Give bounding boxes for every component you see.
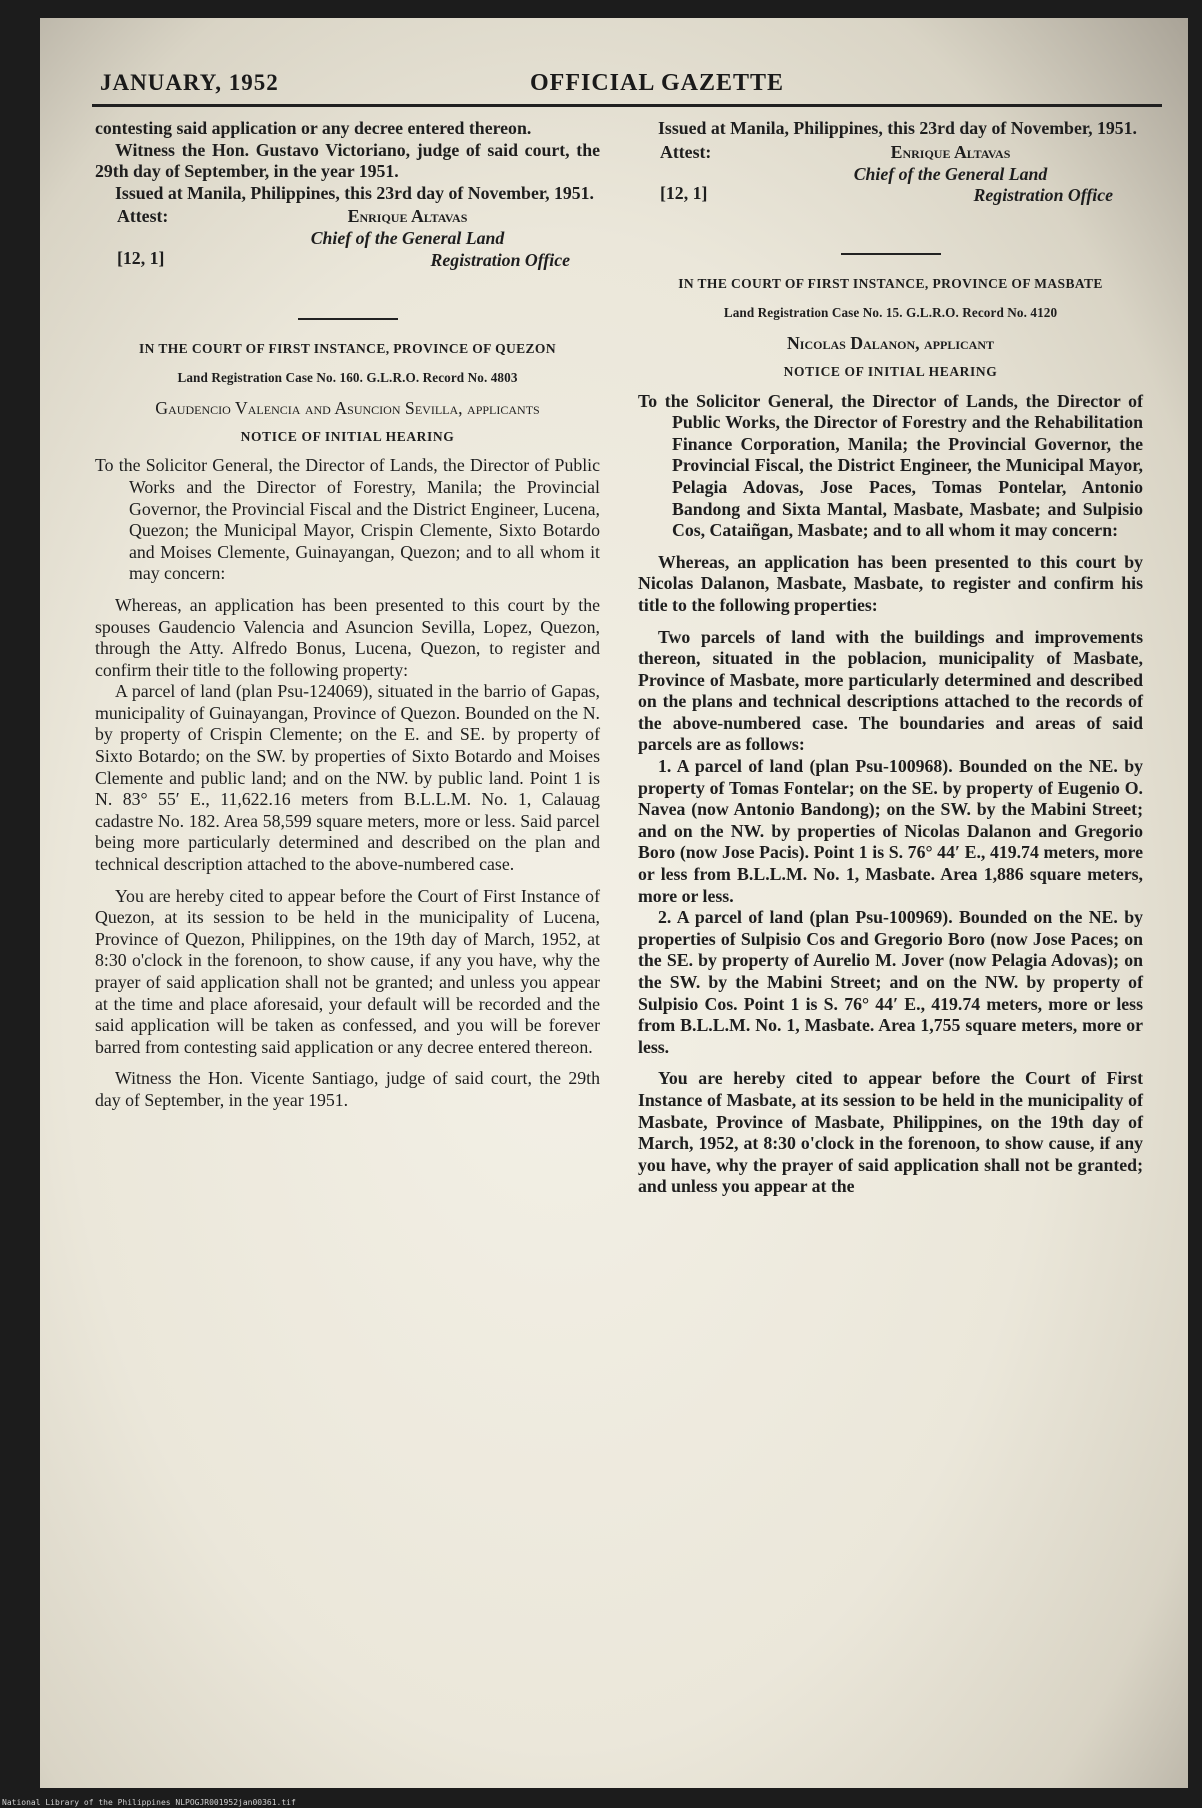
continued-text: contesting said application or any decree entered thereon. <box>95 118 532 138</box>
header-date: JANUARY, 1952 <box>100 70 279 95</box>
header-rule <box>92 104 1162 107</box>
case-line-right: Land Registration Case No. 15. G.L.R.O. Record No. 4120 <box>723 304 1058 320</box>
signatory-name: Enrique Altavas <box>347 206 468 227</box>
notice-heading-right: NOTICE OF INITIAL HEARING <box>783 363 998 379</box>
attest-row <box>95 206 600 228</box>
witness-paragraph: Witness the Hon. Gustavo Victoriano, judge of said court, the 29th day of September, in the year 1951. <box>95 139 600 182</box>
court-heading: IN THE COURT OF FIRST INSTANCE, PROVINCE OF QUEZON <box>139 340 556 356</box>
attest-label-right: Attest: <box>660 141 712 162</box>
case-line: Land Registration Case No. 160. G.L.R.O. Record No. 4803 <box>177 369 518 385</box>
right-body <box>638 391 1143 1198</box>
attest-label: Attest: <box>117 206 169 227</box>
signatory-title: Chief of the General Land <box>310 228 505 249</box>
addressees-paragraph-right: To the Solicitor General, the Director of Lands, the Director of Public Works, the Director of Forestry and the Rehabilitation Finance Corporation, Manila; the Provincial Governor, the Provincial Fiscal, the District Engineer, the Municipal Mayor, Pelagia Adovas, Jose Paces, Tomas Pontelar, Antonio Bandong and Sixta Mantal, Masbate, Masbate; and Sulpisio Cos, Cataiñgan, Masbate; and to all whom it may concern: <box>638 390 1143 541</box>
right-column <box>638 118 1143 1198</box>
parcel-2-paragraph: 2. A parcel of land (plan Psu-100969). Bounded on the NE. by properties of Sulpisio Cos and Gregorio Boro (now Jose Paces; on the SE. by property of Aurelio M. Jover (now Pelagia Adovas); on the SW. by the Mabini Street; and on the NW. by property of Sulpisio Cos. Point 1 is S. 76° 44′ E., 419.74 meters, more or less from B.L.L.M. No. 1, Masbate. Area 1,755 square meters, more or less. <box>638 907 1143 1057</box>
attest-row-right <box>638 142 1143 164</box>
section-divider-right <box>841 253 941 255</box>
addressees-paragraph: To the Solicitor General, the Director of Lands, the Director of Public Works and the Director of Forestry, Manila; the Provincial Governor, the Provincial Fiscal and the District Engineer, Lucena, Quezon; the Municipal Mayor, Crispin Clemente, Sixto Botardo and Moises Clemente, Guinayangan, Quezon; and to all whom it may concern: <box>95 455 600 584</box>
gazette-page <box>40 18 1188 1788</box>
citation-paragraph: You are hereby cited to appear before the Court of First Instance of Quezon, at its session to be held in the municipality of Lucena, Province of Quezon, Philippines, on the 19th day of March, 1952, at 8:30 o'clock in the forenoon, to show cause, if any you have, why the prayer of said application shall not be granted; and unless you appear at the time and place aforesaid, your default will be recorded and the said application will be taken as confessed, and you will be forever barred from contesting said application or any decree entered thereon. <box>95 885 600 1057</box>
parcel-1-paragraph: 1. A parcel of land (plan Psu-100968). Bounded on the NE. by property of Tomas Fontelar; on the SE. by property of Eugenio O. Navea (now Antonio Bandong); on the SW. by the Mabini Street; and on the NW. by properties of Nicolas Dalanon and Gregorio Boro (now Jose Pacis). Point 1 is S. 76° 44′ E., 419.74 meters, more or less from B.L.L.M. No. 1, Masbate. Area 1,886 square meters, more or less. <box>638 756 1143 906</box>
whereas-paragraph-right: Whereas, an application has been presented to this court by Nicolas Dalanon, Masbate, Masbate, to register and confirm his title to the following properties: <box>638 551 1143 615</box>
header-publication: OFFICIAL GAZETTE <box>530 70 785 96</box>
signatory-name-right: Enrique Altavas <box>890 141 1011 162</box>
two-parcels-paragraph: Two parcels of land with the buildings and improvements thereon, situated in the poblacion, municipality of Masbate, Province of Masbate, more particularly determined and described on the plans and technical descriptions attached to the records of the above-numbered case. The boundaries and areas of said parcels are as follows: <box>638 626 1143 755</box>
issued-paragraph: Issued at Manila, Philippines, this 23rd day of November, 1951. <box>115 182 594 203</box>
issue-reference-right: [12, 1] <box>660 182 708 203</box>
issued-paragraph-right: Issued at Manila, Philippines, this 23rd day of November, 1951. <box>658 118 1137 138</box>
parcel-paragraph: A parcel of land (plan Psu-124069), situated in the barrio of Gapas, municipality of Guinayangan, Province of Quezon. Bounded on the N. by property of Crispin Clemente; on the E. and SE. by property of Sixto Botardo; on the SW. by properties of Sixto Botardo and Moises Clemente and public land; and on the NW. by public land. Point 1 is N. 83° 55′ E., 11,622.16 meters from B.L.L.M. No. 1, Calauag cadastre No. 182. Area 58,599 square meters, more or less. Said parcel being more particularly determined and described on the plan and technical description attached to the above-numbered case. <box>95 681 600 875</box>
section-divider <box>298 318 398 320</box>
witness-paragraph-2: Witness the Hon. Vicente Santiago, judge of said court, the 29th day of September, in the year 1951. <box>95 1068 600 1110</box>
applicants-line-right: Nicolas Dalanon, applicant <box>786 333 995 354</box>
notice-heading: NOTICE OF INITIAL HEARING <box>240 428 455 444</box>
citation-paragraph-right: You are hereby cited to appear before the Court of First Instance of Masbate, at its session to be held in the municipality of Masbate, Province of Masbate, Philippines, on the 19th day of March, 1952, at 8:30 o'clock in the forenoon, to show cause, if any you have, why the prayer of said application shall not be granted; and unless you appear at the <box>638 1068 1143 1197</box>
signatory-title-cont-right: Registration Office <box>973 185 1113 206</box>
court-heading-right: IN THE COURT OF FIRST INSTANCE, PROVINCE OF MASBATE <box>678 275 1103 291</box>
left-column <box>95 118 600 1112</box>
signatory-title-cont: Registration Office <box>430 249 570 270</box>
whereas-paragraph: Whereas, an application has been presented to this court by the spouses Gaudencio Valencia and Asuncion Sevilla, Lopez, Quezon, through the Atty. Alfredo Bonus, Lucena, Quezon, to register and confirm their title to the following property: <box>95 594 600 680</box>
signatory-title-right: Chief of the General Land <box>853 163 1048 184</box>
scan-footer: National Library of the Philippines NLPOGJR001952jan00361.tif <box>2 1798 296 1807</box>
issue-reference: [12, 1] <box>117 247 165 268</box>
applicants-line: Gaudencio Valencia and Asuncion Sevilla, applicants <box>155 398 540 419</box>
